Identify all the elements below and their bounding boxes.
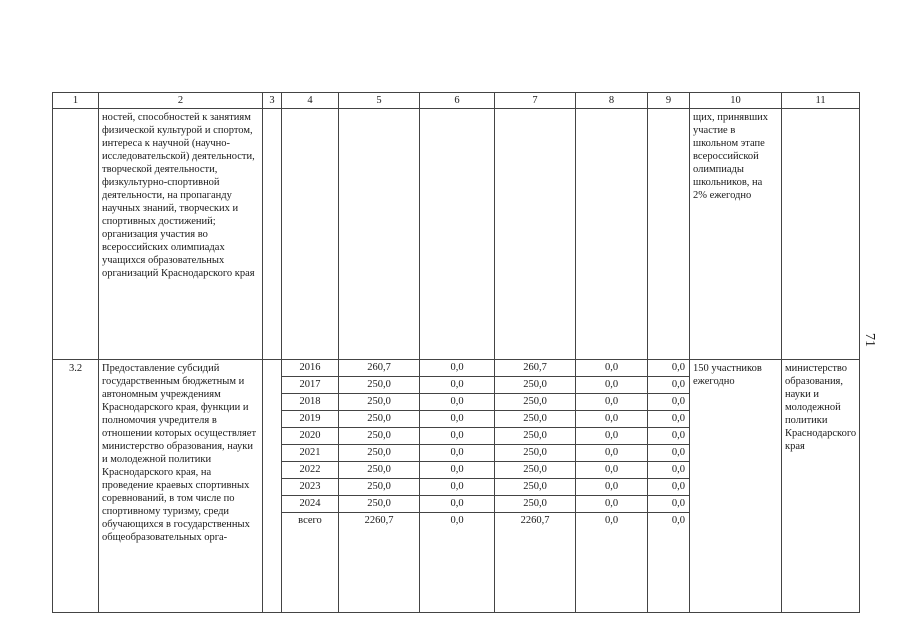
value-cell: 250,0: [495, 445, 575, 462]
row-a-col3: [263, 109, 282, 360]
col-header-10: 10: [690, 93, 782, 109]
col-header-1: 1: [53, 93, 99, 109]
value-cell: 0,0: [420, 445, 494, 462]
value-cell: 0,0: [420, 360, 494, 377]
value-list-col7: [495, 360, 575, 529]
value-cell: 0,0: [576, 394, 647, 411]
row-b-col3: [263, 360, 282, 613]
value-cell: 250,0: [495, 428, 575, 445]
table-row-3-2: [53, 360, 860, 613]
year-cell: 2018: [282, 394, 338, 411]
value-cell: 250,0: [495, 394, 575, 411]
col-header-5: 5: [339, 93, 420, 109]
value-cell: 0,0: [420, 462, 494, 479]
row-b-col6: [420, 360, 495, 613]
value-cell: 250,0: [339, 428, 419, 445]
value-cell: 0,0: [576, 496, 647, 513]
value-cell: 250,0: [339, 462, 419, 479]
value-cell: 0,0: [576, 377, 647, 394]
col-header-11: 11: [782, 93, 860, 109]
value-cell: 0,0: [671, 515, 685, 526]
value-cell: 0,0: [420, 394, 494, 411]
value-cell: 0,0: [450, 515, 464, 526]
value-cell: 250,0: [339, 479, 419, 496]
col-header-7: 7: [495, 93, 576, 109]
value-cell: 250,0: [495, 479, 575, 496]
value-cell: 0,0: [420, 411, 494, 428]
year-list: [282, 360, 338, 529]
row-b-col9: [648, 360, 690, 613]
table-row-continuation: [53, 109, 860, 360]
row-b-indicator: 150 участников ежегодно: [690, 360, 782, 613]
col-header-8: 8: [576, 93, 648, 109]
program-table: [52, 92, 860, 613]
value-cell: 250,0: [495, 377, 575, 394]
value-cell: 0,0: [420, 496, 494, 513]
value-cell: 0,0: [576, 445, 647, 462]
value-cell: 0,0: [648, 445, 689, 462]
col-header-6: 6: [420, 93, 495, 109]
value-cell: 0,0: [648, 428, 689, 445]
column-number-row: [53, 93, 860, 109]
col-header-2: 2: [99, 93, 263, 109]
page-number: 71: [862, 333, 877, 347]
value-cell: 0,0: [420, 377, 494, 394]
value-cell: 250,0: [495, 462, 575, 479]
value-cell: 260,7: [339, 360, 419, 377]
value-cell: 0,0: [420, 428, 494, 445]
value-cell: 0,0: [576, 411, 647, 428]
row-b-col8: [576, 360, 648, 613]
value-cell: 0,0: [648, 462, 689, 479]
row-a-number: [53, 109, 99, 360]
year-cell: 2019: [282, 411, 338, 428]
value-cell: 0,0: [576, 360, 647, 377]
value-cell: 2260,7: [364, 515, 394, 526]
value-cell: 0,0: [576, 428, 647, 445]
value-cell: 0,0: [648, 360, 689, 377]
year-cell: 2021: [282, 445, 338, 462]
row-a-description: ностей, способностей к занятиям физической культурой и спортом, интереса к научной (научно-исследовательской) деятельности, творческой деятельности, физкультурно-спортивной деятельности, на пропаганду научных знаний, творческих и спортивных достижений; организация участия во всероссийских олимпиадах учащихся образовательных организаций Краснодарского края: [99, 109, 263, 360]
value-cell: 0,0: [648, 479, 689, 496]
value-cell: 250,0: [495, 411, 575, 428]
row-b-description: Предоставление субсидий государственным бюджетным и автономным учреждениям Краснодарского края, функции и полномочия учредителя в отношении которых осуществляет министерство образования, науки и молодежной политики Краснодарского края, на проведение краевых спортивных соревнований, в том числе по спортивному туризму, среди обучающихся в государственных общеобразовательных орга-: [99, 360, 263, 613]
year-cell: 2017: [282, 377, 338, 394]
row-b-years: [282, 360, 339, 613]
value-cell: 0,0: [420, 479, 494, 496]
row-a-executor: [782, 109, 860, 360]
value-list-col6: [420, 360, 494, 529]
row-a-indicator: щих, принявших участие в школьном этапе всероссийской олимпиады школьников, на 2% ежегодно: [690, 109, 782, 360]
year-cell: всего: [298, 515, 322, 526]
row-a-col6: [420, 109, 495, 360]
value-cell: 250,0: [339, 445, 419, 462]
col-header-9: 9: [648, 93, 690, 109]
value-cell: 0,0: [648, 377, 689, 394]
value-list-col9: [648, 360, 689, 529]
value-cell: 260,7: [495, 360, 575, 377]
value-cell: 0,0: [576, 462, 647, 479]
row-b-col5: [339, 360, 420, 613]
col-header-3: 3: [263, 93, 282, 109]
year-cell: 2022: [282, 462, 338, 479]
value-cell: 0,0: [648, 411, 689, 428]
row-b-col7: [495, 360, 576, 613]
value-cell: 250,0: [339, 411, 419, 428]
row-a-col8: [576, 109, 648, 360]
value-cell: 250,0: [339, 496, 419, 513]
year-cell: 2023: [282, 479, 338, 496]
row-b-executor: министерство образования, науки и молодежной политики Краснодарского края: [782, 360, 860, 613]
value-cell: 250,0: [339, 394, 419, 411]
value-list-col8: [576, 360, 647, 529]
value-cell: 0,0: [648, 394, 689, 411]
year-cell: 2016: [282, 360, 338, 377]
row-b-number: 3.2: [53, 360, 99, 613]
value-cell: 0,0: [604, 515, 619, 526]
year-cell: 2024: [282, 496, 338, 513]
value-cell: 2260,7: [520, 515, 550, 526]
year-cell: 2020: [282, 428, 338, 445]
row-a-col5: [339, 109, 420, 360]
value-cell: 0,0: [576, 479, 647, 496]
value-cell: 0,0: [648, 496, 689, 513]
value-cell: 250,0: [495, 496, 575, 513]
row-a-col7: [495, 109, 576, 360]
value-list-col5: [339, 360, 419, 529]
row-a-col9: [648, 109, 690, 360]
value-cell: 250,0: [339, 377, 419, 394]
row-a-col4: [282, 109, 339, 360]
col-header-4: 4: [282, 93, 339, 109]
